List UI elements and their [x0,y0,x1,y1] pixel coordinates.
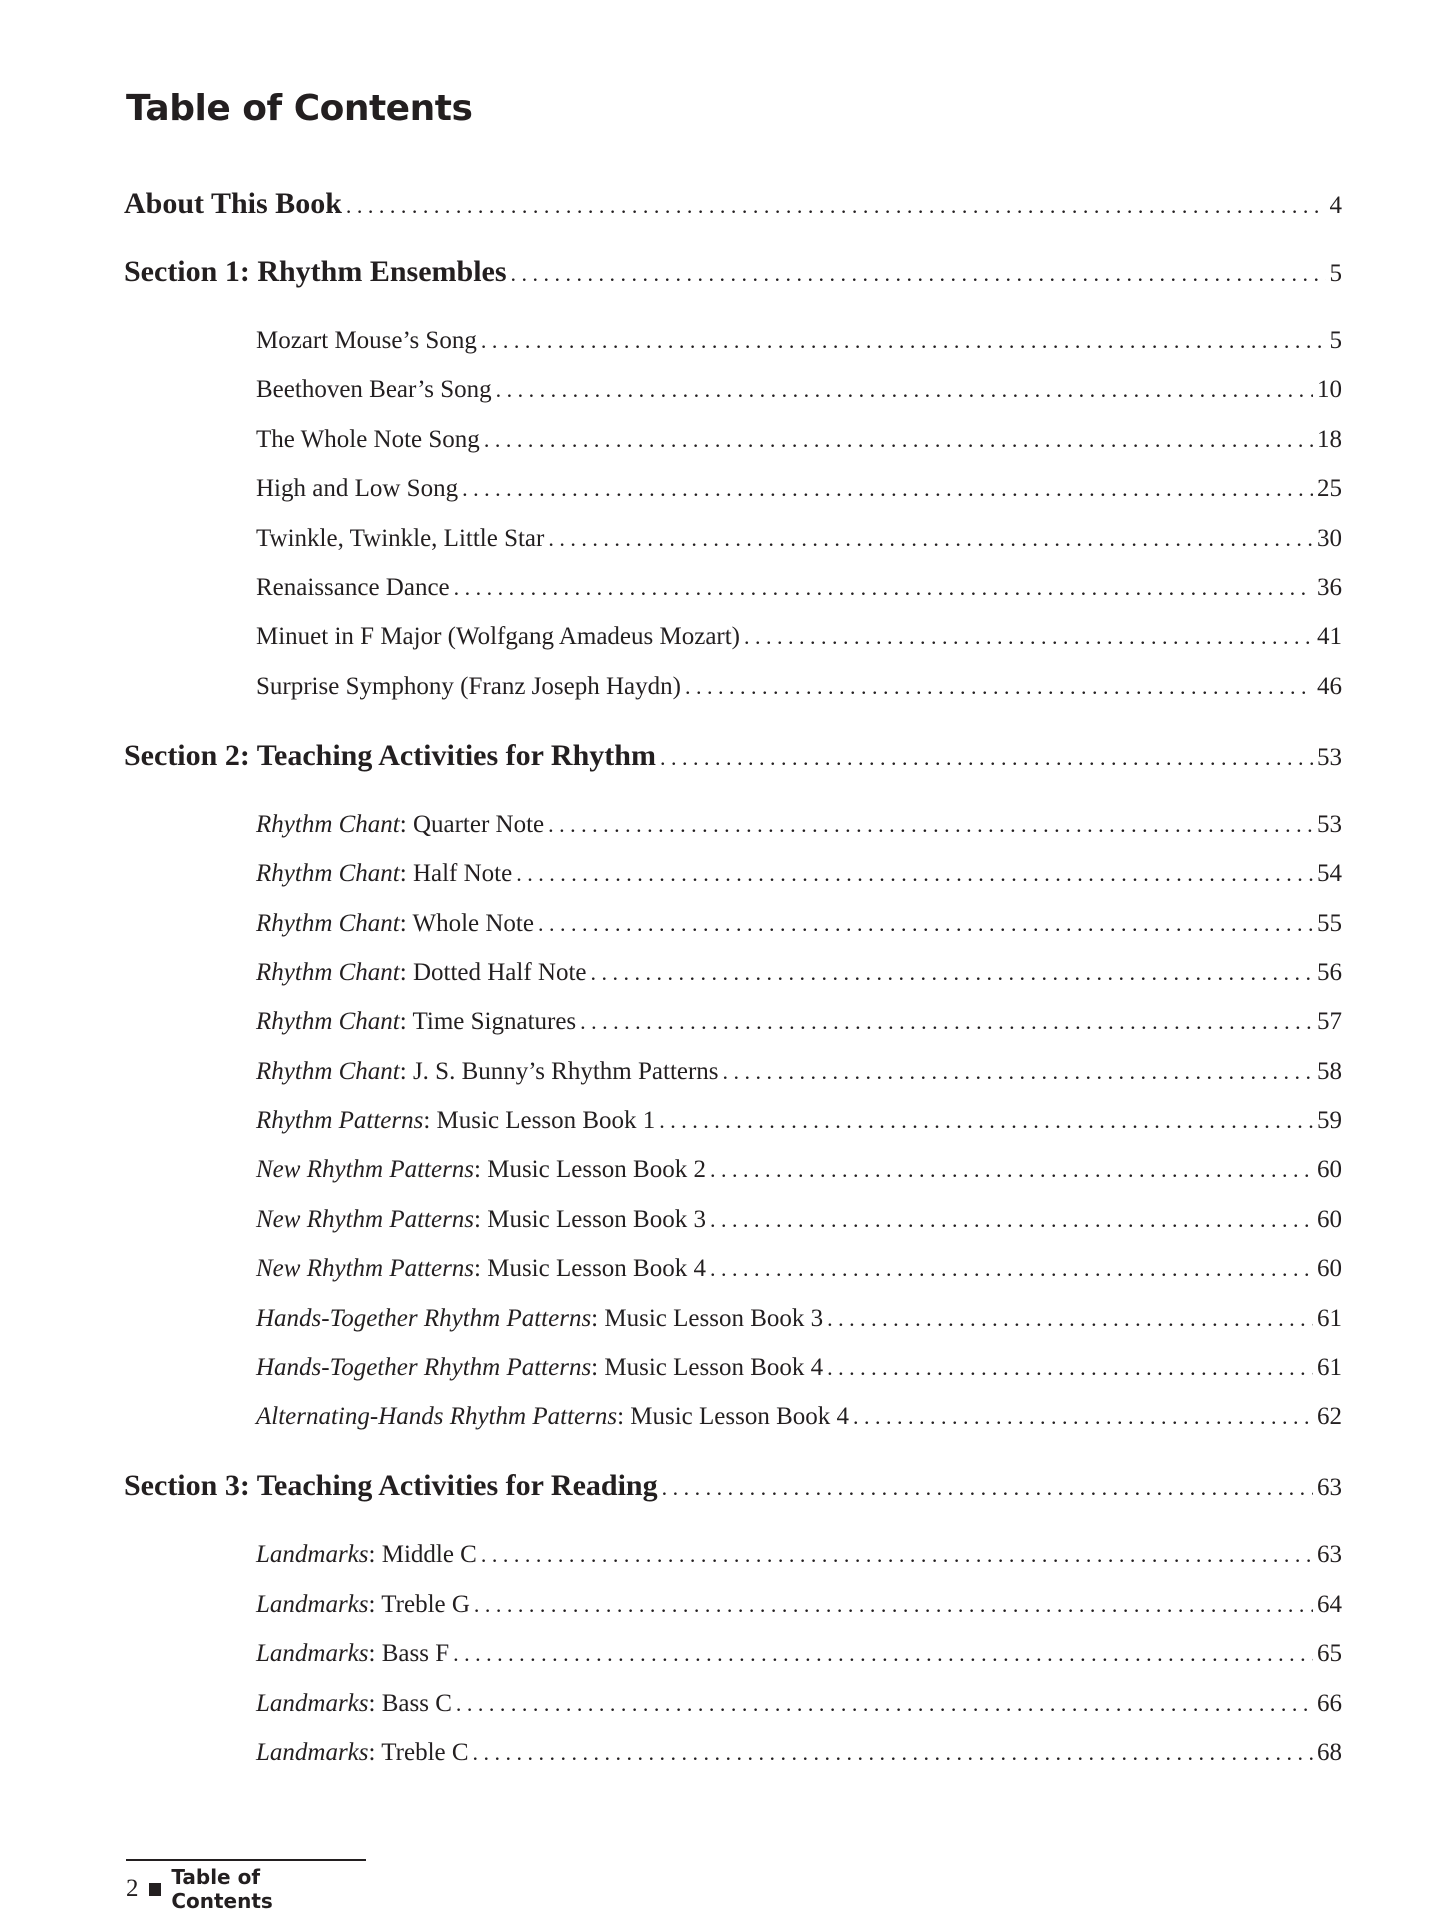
entry-page-number: 58 [1317,1057,1342,1085]
entry-label [256,1195,706,1244]
entry-label-italic: Alternating-Hands Rhythm Patterns [256,1403,618,1431]
entry-page-number: 60 [1317,1156,1342,1184]
dot-leader [853,1392,1313,1441]
entry-label [256,1343,823,1392]
entry-label [256,1728,469,1777]
dot-leader [454,563,1313,612]
entry-label [256,1047,719,1096]
dot-leader [660,734,1313,782]
dot-leader [481,1530,1313,1579]
dot-leader [685,662,1313,711]
entry-label-text: The Whole Note Song [256,425,480,453]
dot-leader [827,1343,1313,1392]
dot-leader [456,1679,1313,1728]
entry-page-number: 63 [1317,1541,1342,1569]
entry-label [256,1392,849,1441]
dot-leader [591,948,1313,997]
entry-label [256,514,544,563]
entry-page-number: 61 [1317,1304,1342,1332]
entry-label [124,732,656,780]
entry-label-italic: Rhythm Chant [256,958,400,986]
entry-page-number: 36 [1317,573,1342,601]
entry-page-number: 66 [1317,1689,1342,1717]
toc-item-entry [124,514,1342,563]
toc-item-entry [124,948,1342,997]
entry-label-italic: Rhythm Chant [256,1008,400,1036]
entry-page-number: 63 [1317,1474,1342,1502]
entry-label-text: : Whole Note [399,909,534,937]
entry-label [256,899,534,948]
entry-label-text: Section 3: Teaching Activities for Reading [124,1469,658,1503]
entry-label-italic: Landmarks [256,1689,369,1717]
toc-item-entry [124,1244,1342,1293]
entry-label-italic: New Rhythm Patterns [256,1255,475,1283]
dot-leader [744,612,1313,661]
entry-label [256,1244,706,1293]
entry-label-text: : Middle C [368,1541,477,1569]
dot-leader [662,1464,1313,1512]
entry-label-italic: Rhythm Chant [256,810,400,838]
entry-label [256,464,458,513]
toc-section-entry [124,1462,1342,1530]
entry-label-italic: Landmarks [256,1590,369,1618]
toc-item-entry [124,1145,1342,1194]
entry-label-text: : Music Lesson Book 2 [474,1156,706,1184]
dot-leader [516,849,1313,898]
entry-label [256,1580,470,1629]
entry-label [256,612,740,661]
toc-section-entry [124,732,1342,800]
toc-item-entry [124,1580,1342,1629]
entry-page-number: 10 [1317,376,1342,404]
dot-leader [511,250,1326,298]
square-bullet-icon [149,1883,162,1896]
toc-item-entry [124,563,1342,612]
entry-label-text: : Music Lesson Book 3 [591,1304,824,1332]
toc-item-entry [124,1392,1342,1462]
entry-page-number: 62 [1317,1403,1342,1431]
dot-leader [462,464,1313,513]
entry-page-number: 54 [1317,860,1342,888]
entry-label-text: Surprise Symphony (Franz Joseph Haydn) [256,672,681,700]
entry-label-text: Twinkle, Twinkle, Little Star [256,524,545,552]
entry-label [256,997,576,1046]
entry-label-text: Section 1: Rhythm Ensembles [124,255,507,288]
dot-leader [538,899,1313,948]
entry-label-text: Renaissance Dance [256,573,450,601]
entry-label [256,662,681,711]
entry-label-text: : Music Lesson Book 3 [474,1205,706,1233]
table-of-contents [124,180,1342,1777]
entry-label-text: : Music Lesson Book 4 [617,1403,850,1431]
dot-leader [659,1096,1313,1145]
entry-page-number: 30 [1317,524,1342,552]
entry-page-number: 5 [1329,327,1342,354]
entry-label [124,180,342,228]
entry-label-text: About This Book [124,187,342,220]
toc-item-entry [124,464,1342,513]
entry-label-italic: Rhythm Patterns [256,1107,424,1135]
entry-page-number: 65 [1317,1640,1342,1668]
entry-label [256,316,477,365]
footer-page-number: 2 [126,1875,139,1902]
entry-page-number: 4 [1329,192,1342,219]
entry-label-italic: Rhythm Chant [256,1057,400,1085]
entry-label [256,563,450,612]
entry-label-text: : Music Lesson Book 4 [474,1255,706,1283]
dot-leader [827,1294,1313,1343]
dot-leader [496,365,1313,414]
toc-item-entry [124,1294,1342,1343]
dot-leader [484,415,1313,464]
dot-leader [473,1728,1313,1777]
entry-label [256,1096,655,1145]
entry-page-number: 61 [1317,1354,1342,1382]
toc-item-entry [124,849,1342,898]
entry-label [124,248,507,296]
entry-label-text: : Music Lesson Book 4 [591,1354,824,1382]
entry-label [256,1679,452,1728]
toc-item-entry [124,1195,1342,1244]
entry-page-number: 60 [1317,1255,1342,1283]
dot-leader [723,1047,1313,1096]
entry-page-number: 68 [1317,1738,1342,1766]
toc-item-entry [124,365,1342,414]
entry-label-text: Beethoven Bear’s Song [256,376,492,404]
dot-leader [346,182,1326,230]
entry-label [256,1530,477,1579]
entry-label [256,800,544,849]
entry-label [256,1629,449,1678]
entry-page-number: 18 [1317,425,1342,453]
toc-section-entry [124,180,1342,248]
dot-leader [580,997,1313,1046]
entry-label-text: Minuet in F Major (Wolfgang Amadeus Mozart) [256,623,741,651]
entry-label [256,1145,706,1194]
entry-page-number: 55 [1317,909,1342,937]
dot-leader [474,1580,1313,1629]
entry-label-italic: New Rhythm Patterns [256,1205,475,1233]
entry-page-number: 64 [1317,1590,1342,1618]
entry-label-text: : Treble G [368,1590,470,1618]
entry-page-number: 5 [1329,260,1342,287]
toc-item-entry [124,1096,1342,1145]
entry-label-text: Section 2: Teaching Activities for Rhythm [124,738,656,772]
entry-label-italic: Rhythm Chant [256,909,400,937]
entry-label-text: : J. S. Bunny’s Rhythm Patterns [399,1057,719,1085]
toc-item-entry [124,662,1342,732]
entry-page-number: 57 [1317,1008,1342,1036]
entry-page-number: 53 [1317,743,1342,771]
entry-label-text: : Bass F [368,1640,450,1668]
page-title: Table of Contents [126,88,473,129]
toc-item-entry [124,899,1342,948]
entry-label-text: : Music Lesson Book 1 [423,1107,656,1135]
entry-label-text: High and Low Song [256,475,459,503]
entry-label-italic: Hands-Together Rhythm Patterns [256,1354,592,1382]
entry-label-italic: Rhythm Chant [256,860,400,888]
entry-label-text: : Time Signatures [399,1008,577,1036]
toc-item-entry [124,612,1342,661]
entry-label-italic: Landmarks [256,1541,369,1569]
entry-label-text: : Half Note [399,860,513,888]
toc-item-entry [124,997,1342,1046]
entry-page-number: 53 [1317,810,1342,838]
page-footer [126,1859,366,1913]
dot-leader [710,1145,1313,1194]
entry-label [256,849,512,898]
entry-page-number: 59 [1317,1107,1342,1135]
toc-item-entry [124,1530,1342,1579]
entry-label-italic: New Rhythm Patterns [256,1156,475,1184]
dot-leader [548,514,1313,563]
entry-label [124,1462,658,1510]
dot-leader [710,1244,1313,1293]
toc-section-entry [124,248,1342,316]
entry-label-italic: Hands-Together Rhythm Patterns [256,1304,592,1332]
dot-leader [481,316,1326,365]
dot-leader [453,1629,1313,1678]
toc-item-entry [124,415,1342,464]
entry-page-number: 60 [1317,1205,1342,1233]
entry-label [256,415,480,464]
entry-label-text: : Quarter Note [399,810,545,838]
toc-item-entry [124,316,1342,365]
entry-label-italic: Landmarks [256,1738,369,1766]
entry-label [256,365,492,414]
entry-label-text: : Dotted Half Note [399,958,587,986]
entry-label-text: Mozart Mouse’s Song [256,327,477,354]
toc-item-entry [124,1047,1342,1096]
footer-title: Table of Contents [171,1865,273,1913]
entry-label-text: : Treble C [368,1738,469,1766]
toc-item-entry [124,1629,1342,1678]
entry-page-number: 46 [1317,672,1342,700]
dot-leader [710,1195,1313,1244]
entry-page-number: 25 [1317,475,1342,503]
entry-label-text: : Bass C [368,1689,452,1717]
entry-label [256,948,587,997]
dot-leader [548,800,1313,849]
entry-label-italic: Landmarks [256,1640,369,1668]
entry-page-number: 41 [1317,623,1342,651]
toc-item-entry [124,1728,1342,1777]
toc-item-entry [124,800,1342,849]
toc-item-entry [124,1679,1342,1728]
entry-page-number: 56 [1317,958,1342,986]
entry-label [256,1294,823,1343]
toc-item-entry [124,1343,1342,1392]
